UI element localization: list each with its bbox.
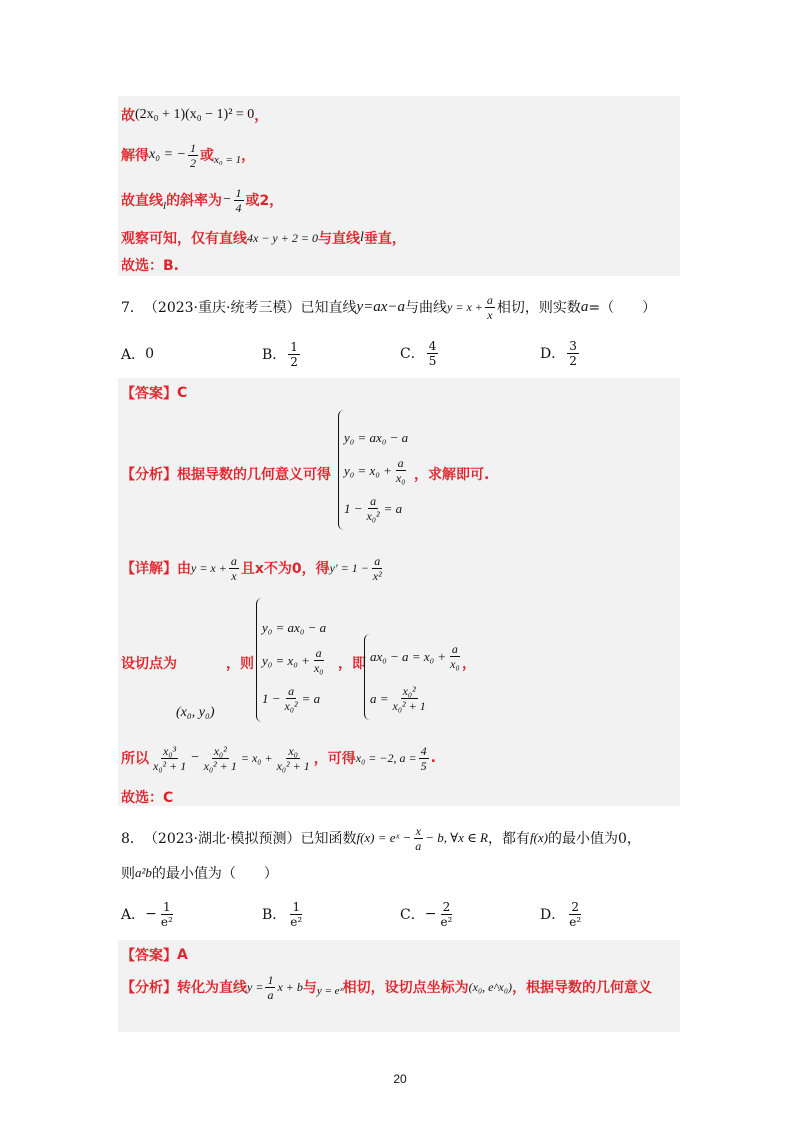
a7-analysis-end: ，求解即可. (414, 467, 490, 483)
tangent-point: (x₀, y₀) (176, 705, 215, 720)
fraction: $\frac{1}{a}$ (267, 972, 274, 1002)
q8-option-a[interactable]: A． − $\frac{1}{\text{e²}}$ (121, 899, 173, 929)
a7-tangent: 设切点为 (121, 656, 177, 672)
page-number: 20 (393, 1072, 407, 1086)
sys1-eq1: y₀ = ax₀ − a (344, 430, 409, 445)
fraction: $\frac{2}{\text{e²}}$ (440, 899, 453, 929)
q7-option-b[interactable]: B． $\frac{1}{2}$ (262, 339, 298, 369)
fraction: $\frac{\text{x₀}}{\text{x₀² + 1}}$ (276, 743, 310, 773)
q8-option-d[interactable]: D． $\frac{2}{\text{e²}}$ (540, 899, 582, 929)
sys1-eq3: 1 − $\frac{a}{\text{x₀²}}$ = a (344, 494, 403, 523)
q8-option-b[interactable]: B． $\frac{1}{\text{e²}}$ (262, 899, 303, 929)
a7-tangent-then: ，则 (226, 656, 254, 672)
sys2a-eq2: y₀ = x₀ + $\frac{a}{\text{x₀}}$ (262, 646, 324, 675)
a8-analysis: 【分析】 转化为直线 y = $\frac{1}{a}$ x + b 与 y = eˣ 相切，设切点坐标为 (x₀, e^x₀) ，根据导数的几何意义 (121, 972, 653, 1002)
fraction: $\frac{a}{\text{x₀}}$ (313, 646, 324, 675)
fraction: $\frac{a}{\text{x₀²}}$ (366, 494, 380, 523)
fraction: $\frac{a}{\text{x²}}$ (372, 553, 382, 583)
fraction: $\frac{a}{x}$ (230, 553, 237, 583)
fraction: $\frac{3}{2}$ (569, 338, 577, 368)
fraction: $\frac{1}{2}$ (290, 339, 298, 369)
a7-choose: 故选：C (121, 790, 174, 806)
a7-ie: ，即 (338, 656, 366, 672)
fraction: $\frac{\text{x₀²}}{\text{x₀² + 1}}$ (392, 684, 426, 713)
q8-option-c[interactable]: C． − $\frac{2}{\text{e²}}$ (400, 899, 453, 929)
sys2b-eq1: ax₀ − a = x₀ + $\frac{a}{\text{x₀}}$ (370, 642, 460, 671)
fraction: $\frac{4}{5}$ (420, 743, 427, 773)
fraction: $\frac{\text{x₀³}}{\text{x₀² + 1}}$ (153, 743, 187, 773)
question-8: 8． （2023·湖北·模拟预测）已知函数 f(x) = eˣ − $\frac{x}{a}$ − b, ∀x ∈ R ，都有 f(x) 的最小值为0， (121, 823, 641, 853)
sys1-eq2: y₀ = x₀ + $\frac{a}{\text{x₀}}$ (344, 456, 406, 485)
fraction: $\frac{2}{\text{e²}}$ (569, 899, 582, 929)
fraction: $\frac{x}{a}$ (415, 823, 422, 853)
a7-ie-end: ， (462, 656, 476, 672)
top-line-2: 解得 x₀ = − $\frac{1}{2}$ 或 x₀ = 1 ， (121, 140, 256, 170)
fraction: $\frac{a}{x}$ (486, 292, 493, 322)
a7-detail: 【详解】 由 y = x + $\frac{a}{x}$ 且x不为0，得 y′ = 1 − $\frac{a}{\text{x²}}$ (121, 553, 382, 583)
top-line-4: 观察可知，仅有直线 4x − y + 2 = 0 与直线 l 垂直， (121, 230, 406, 247)
top-line-3: 故直线 l 的斜率为 − $\frac{1}{4}$ 或2， (121, 185, 284, 215)
q7-option-d[interactable]: D． $\frac{3}{2}$ (540, 338, 577, 368)
fraction: $\frac{\text{x₀²}}{\text{x₀² + 1}}$ (203, 743, 237, 773)
sys2a-eq3: 1 − $\frac{a}{\text{x₀²}}$ = a (262, 684, 321, 713)
question-7: 7． （2023·重庆·统考三模）已知直线 y=ax−a 与曲线 y = x + $\frac{a}{x}$ 相切，则实数 a =（ ） (121, 292, 657, 322)
sys2b-eq2: a = $\frac{\text{x₀²}}{\text{x₀² + 1}}$ (370, 684, 426, 713)
top-line-5: 故选：B. (121, 258, 179, 274)
fraction: $\frac{1}{4}$ (235, 185, 242, 215)
q7-option-a[interactable]: A． 0 (121, 346, 155, 363)
fraction: $\frac{a}{\text{x₀}}$ (395, 456, 406, 485)
top-line-1: 故 (2x₀ + 1)(x₀ − 1)² = 0 ， (121, 107, 269, 124)
question-8-line-2: 则 a²b 的最小值为（ ） (121, 865, 278, 882)
fraction: $\frac{4}{5}$ (428, 338, 437, 368)
fraction: $\frac{a}{\text{x₀²}}$ (284, 684, 298, 713)
a7-so: 所以 $\frac{\text{x₀³}}{\text{x₀² + 1}}$ − $\frac{\text{x₀²}}{\text{x₀² + 1}}$ = x₀ + $\frac{\text{x₀}}{\text{x₀² + 1}}$ ，可得 x₀ = −2, a = $\frac{4}{5}$ . (121, 743, 436, 773)
a8-answer: 【答案】 A (121, 947, 188, 964)
fraction: $\frac{1}{\text{e²}}$ (160, 899, 173, 929)
fraction: $\frac{a}{\text{x₀}}$ (450, 642, 460, 671)
fraction: $\frac{1}{\text{e²}}$ (290, 899, 303, 929)
fraction: $\frac{1}{2}$ (189, 140, 196, 170)
a7-analysis: 【分析】 根据导数的几何意义可得 (121, 467, 331, 483)
q7-option-c[interactable]: C． $\frac{4}{5}$ (400, 338, 437, 368)
a7-answer: 【答案】 C (121, 385, 188, 402)
sys2a-eq1: y₀ = ax₀ − a (262, 620, 327, 635)
